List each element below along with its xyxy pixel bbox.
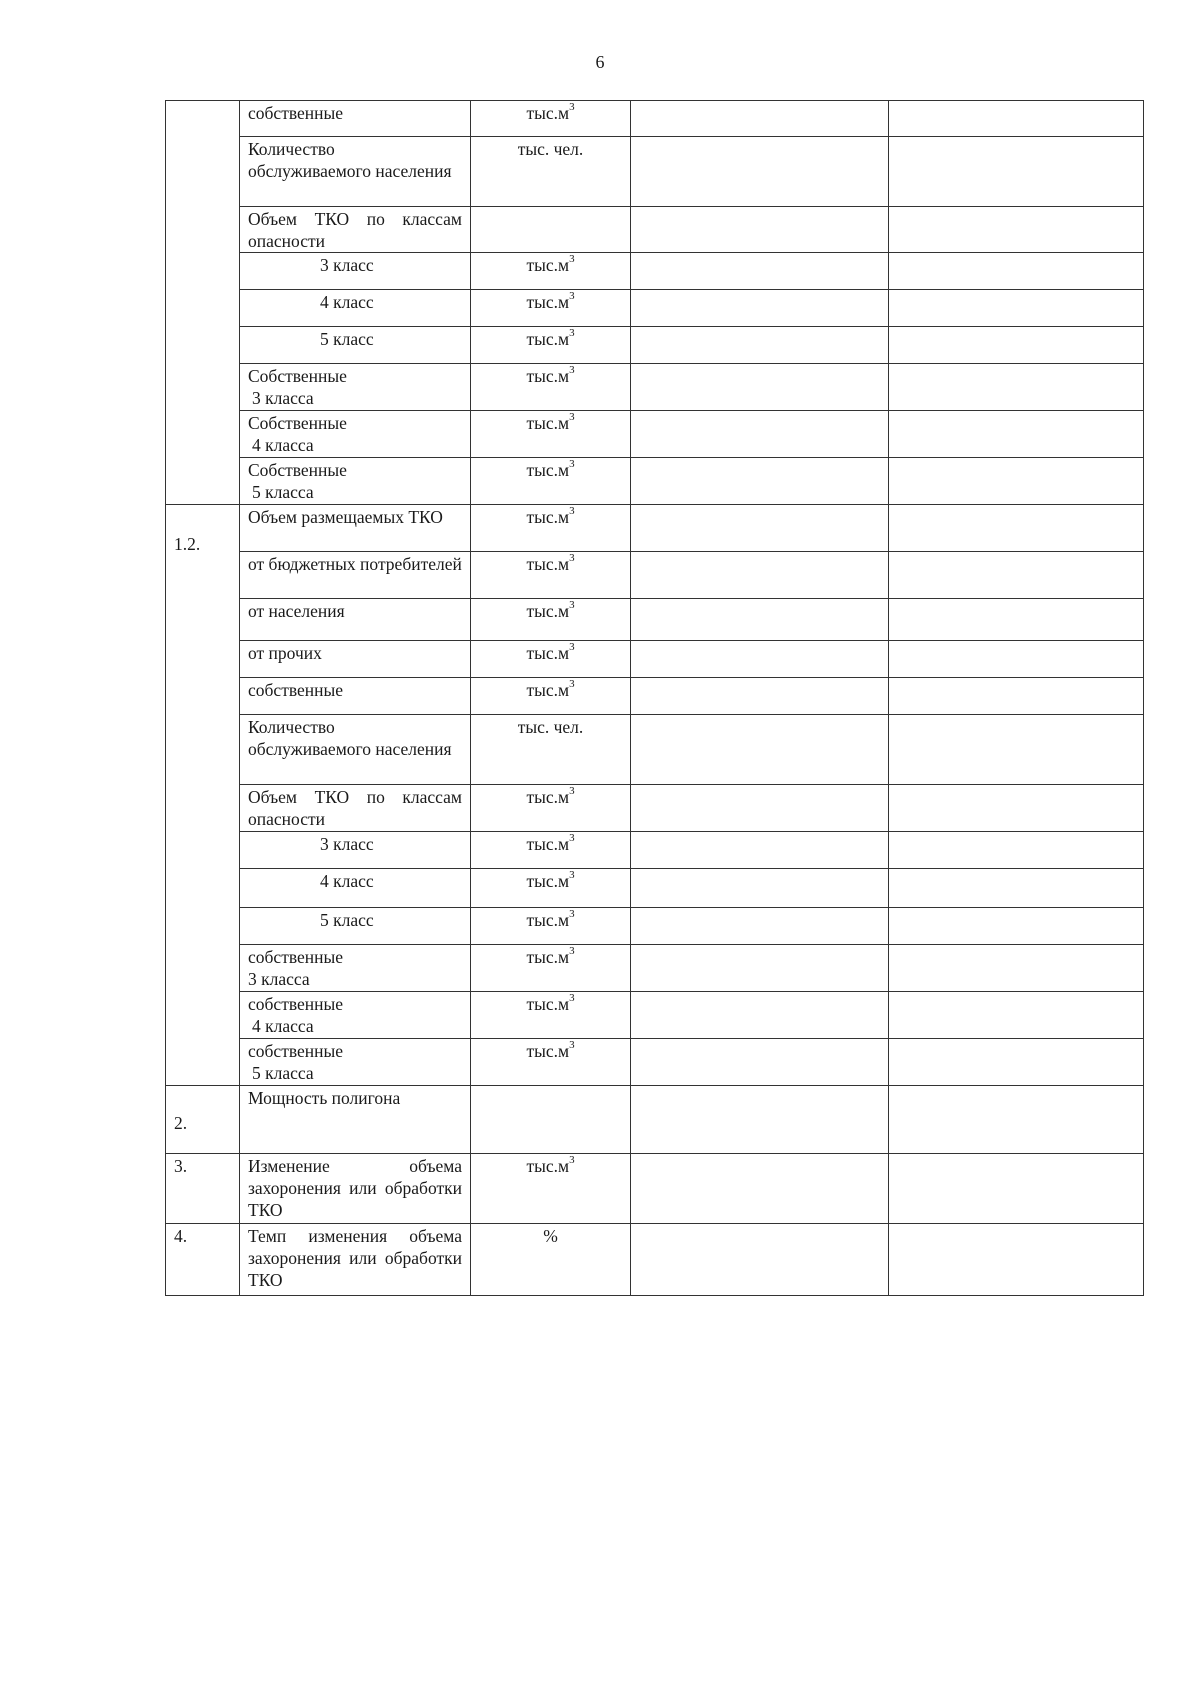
row-label: 3 класс [240, 832, 471, 869]
value-cell [631, 785, 889, 832]
row-label: собственные 4 класса [240, 992, 471, 1039]
unit-cell [471, 207, 631, 253]
table-row [166, 411, 1144, 458]
row-number: 4. [174, 1226, 188, 1246]
row-label: от прочих [240, 641, 471, 678]
row-number-cell [166, 1224, 240, 1296]
unit-cell: $тыс.м^3$ [471, 599, 631, 641]
unit-cell: $тыс.м^3$ [471, 327, 631, 364]
table-row [166, 458, 1144, 505]
value-cell [889, 207, 1144, 253]
unit-cell: $тыс.м^3$ [471, 785, 631, 832]
value-cell [631, 678, 889, 715]
row-label: Количество обслуживаемого населения [240, 137, 471, 207]
unit-cell: тыс. чел. [471, 715, 631, 785]
row-label: Объем ТКО по классам опасности [240, 207, 471, 253]
value-cell [631, 253, 889, 290]
table-row [166, 678, 1144, 715]
row-label: Собственные 3 класса [240, 364, 471, 411]
table-row [166, 1224, 1144, 1296]
value-cell [889, 1086, 1144, 1154]
table-row [166, 327, 1144, 364]
value-cell [631, 411, 889, 458]
unit-cell: $тыс.м^3$ [471, 253, 631, 290]
unit-cell: $тыс.м^3$ [471, 1154, 631, 1224]
unit-cell: $тыс.м^3$ [471, 101, 631, 137]
unit-cell: $тыс.м^3$ [471, 641, 631, 678]
value-cell [631, 1039, 889, 1086]
value-cell [631, 715, 889, 785]
value-cell [889, 552, 1144, 599]
value-cell [631, 207, 889, 253]
unit-cell: $тыс.м^3$ [471, 908, 631, 945]
row-number-cell [166, 1154, 240, 1224]
value-cell [889, 101, 1144, 137]
value-cell [631, 364, 889, 411]
value-cell [889, 1154, 1144, 1224]
unit-cell: $тыс.м^3$ [471, 364, 631, 411]
row-label: Количество обслуживаемого населения [240, 715, 471, 785]
value-cell [889, 908, 1144, 945]
row-label: Объем ТКО по классам опасности [240, 785, 471, 832]
unit-cell: $тыс.м^3$ [471, 505, 631, 552]
table-row [166, 869, 1144, 908]
table-row [166, 364, 1144, 411]
unit-cell [471, 1086, 631, 1154]
value-cell [889, 641, 1144, 678]
table-row [166, 832, 1144, 869]
value-cell [889, 869, 1144, 908]
value-cell [889, 505, 1144, 552]
table-row [166, 1154, 1144, 1224]
row-label: собственные 5 класса [240, 1039, 471, 1086]
value-cell [889, 945, 1144, 992]
value-cell [631, 458, 889, 505]
table-row [166, 207, 1144, 253]
value-cell [631, 552, 889, 599]
table-row [166, 908, 1144, 945]
unit-cell: $тыс.м^3$ [471, 411, 631, 458]
value-cell [631, 945, 889, 992]
value-cell [631, 832, 889, 869]
row-label: 5 класс [240, 327, 471, 364]
row-label: Собственные 4 класса [240, 411, 471, 458]
unit-cell: $тыс.м^3$ [471, 869, 631, 908]
value-cell [631, 599, 889, 641]
unit-cell: тыс. чел. [471, 137, 631, 207]
value-cell [631, 1224, 889, 1296]
value-cell [889, 1039, 1144, 1086]
value-cell [889, 715, 1144, 785]
value-cell [889, 1224, 1144, 1296]
table-row [166, 945, 1144, 992]
unit-cell: $тыс.м^3$ [471, 678, 631, 715]
table-row [166, 785, 1144, 832]
row-label: 3 класс [240, 253, 471, 290]
table-row [166, 505, 1144, 552]
value-cell [889, 290, 1144, 327]
unit-cell: $тыс.м^3$ [471, 458, 631, 505]
row-label: 4 класс [240, 869, 471, 908]
row-label: Изменение объема захоронения или обработки ТКО [240, 1154, 471, 1224]
table-row [166, 253, 1144, 290]
value-cell [889, 458, 1144, 505]
row-label: от бюджетных потребителей [240, 552, 471, 599]
row-label: собственные [240, 101, 471, 137]
row-number: 3. [174, 1156, 188, 1176]
unit-cell: $тыс.м^3$ [471, 832, 631, 869]
value-cell [631, 101, 889, 137]
table-row [166, 1086, 1144, 1154]
value-cell [631, 1086, 889, 1154]
row-number-cell [166, 505, 240, 1086]
value-cell [631, 641, 889, 678]
row-label: от населения [240, 599, 471, 641]
value-cell [631, 1154, 889, 1224]
value-cell [631, 869, 889, 908]
value-cell [631, 505, 889, 552]
table-row [166, 290, 1144, 327]
unit-cell: $тыс.м^3$ [471, 945, 631, 992]
value-cell [631, 327, 889, 364]
value-cell [889, 678, 1144, 715]
value-cell [889, 992, 1144, 1039]
indicators-table [165, 100, 1144, 1296]
row-label: Собственные 5 класса [240, 458, 471, 505]
table-row [166, 552, 1144, 599]
value-cell [631, 908, 889, 945]
value-cell [631, 992, 889, 1039]
value-cell [889, 785, 1144, 832]
unit-cell: % [471, 1224, 631, 1296]
value-cell [889, 599, 1144, 641]
unit-cell: $тыс.м^3$ [471, 992, 631, 1039]
value-cell [889, 253, 1144, 290]
table-row [166, 599, 1144, 641]
row-label: 4 класс [240, 290, 471, 327]
value-cell [889, 364, 1144, 411]
value-cell [631, 290, 889, 327]
page-number: 6 [595, 52, 605, 72]
unit-cell: $тыс.м^3$ [471, 1039, 631, 1086]
row-label: Объем размещаемых ТКО [240, 505, 471, 552]
value-cell [889, 832, 1144, 869]
value-cell [889, 137, 1144, 207]
row-number-cell [166, 101, 240, 505]
row-number-cell [166, 1086, 240, 1154]
value-cell [631, 137, 889, 207]
value-cell [889, 327, 1144, 364]
row-label: собственные [240, 678, 471, 715]
table-row [166, 101, 1144, 137]
value-cell [889, 411, 1144, 458]
table-row [166, 137, 1144, 207]
unit-cell: $тыс.м^3$ [471, 552, 631, 599]
row-number: 2. [174, 1113, 188, 1133]
row-label: 5 класс [240, 908, 471, 945]
table-row [166, 1039, 1144, 1086]
row-label: собственные 3 класса [240, 945, 471, 992]
table-row [166, 992, 1144, 1039]
unit-cell: $тыс.м^3$ [471, 290, 631, 327]
table-row [166, 641, 1144, 678]
table-row [166, 715, 1144, 785]
row-label: Темп изменения объема захоронения или обработки ТКО [240, 1224, 471, 1296]
row-label: Мощность полигона [240, 1086, 471, 1154]
row-number: 1.2. [174, 534, 201, 554]
